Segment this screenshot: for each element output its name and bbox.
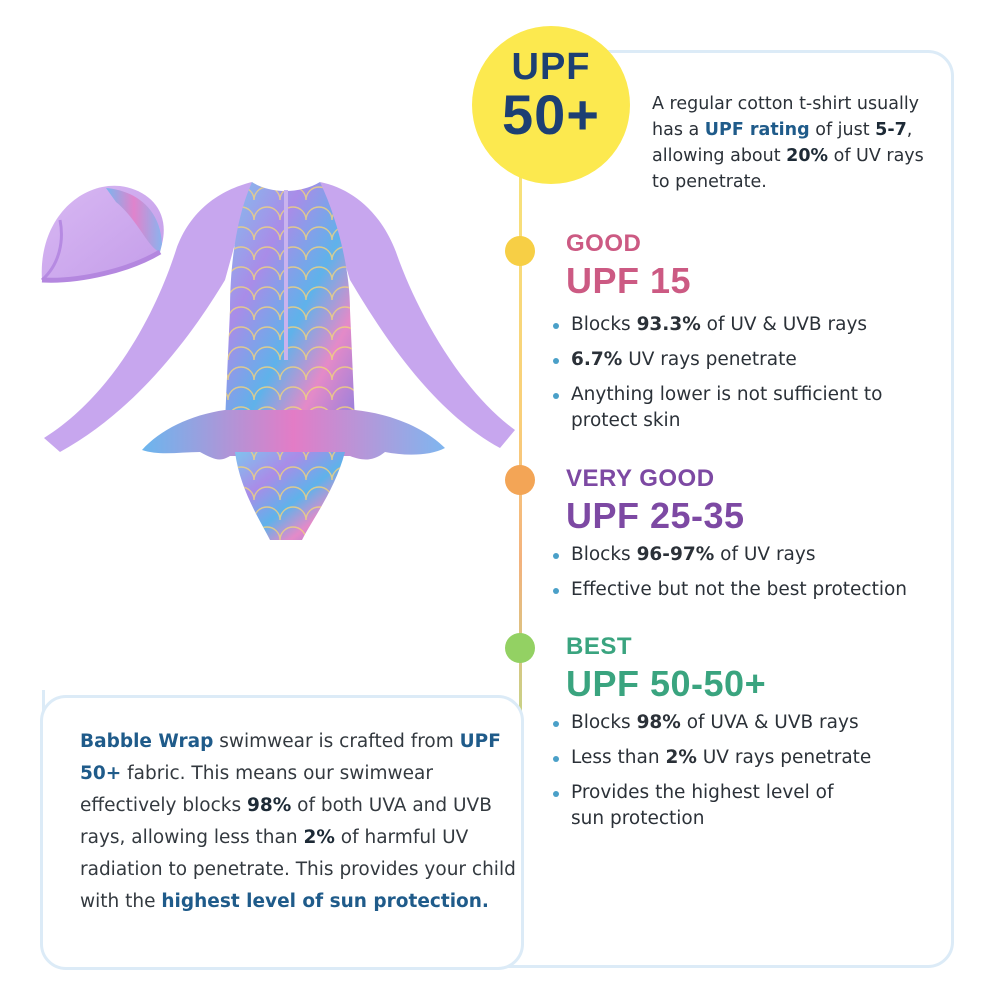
best-bullets (553, 710, 963, 841)
info-highlight: highest level of sun protection. (161, 891, 489, 912)
bullet-text: Blocks (571, 544, 637, 565)
upf-badge (472, 26, 630, 184)
intro-highlight: 5-7 (875, 120, 907, 140)
info-part: swimwear is crafted from (213, 731, 460, 752)
bullet-text: of UV rays (714, 544, 816, 565)
bullet-text: Anything lower is not sufficient to protect skin (571, 384, 883, 431)
bullet-bold: 98% (636, 712, 681, 733)
list-item (553, 577, 963, 603)
level-label: GOOD (566, 230, 642, 257)
badge-line2: 50+ (502, 83, 600, 146)
list-item (553, 347, 963, 373)
bullet-bold: 96-97% (636, 544, 715, 565)
intro-part: of UV rays to penetrate. (652, 146, 924, 192)
level-label: BEST (566, 633, 633, 660)
info-highlight: 98% (246, 795, 292, 816)
bullet-text: UV rays penetrate (622, 349, 797, 370)
info-highlight: UPF 50+ (80, 731, 501, 784)
list-item (553, 780, 853, 832)
swimsuit-image (20, 160, 520, 580)
list-item (553, 542, 963, 568)
bullet-bold: 2% (665, 747, 697, 768)
level-upf: UPF 15 (566, 260, 692, 301)
info-part: of harmful UV radiation to penetrate. This provides your child with the (80, 827, 516, 912)
bullet-text: Blocks (571, 712, 637, 733)
very-good-dot (505, 465, 535, 495)
bullet-text: Less than (571, 747, 666, 768)
intro-part: , allowing about (652, 120, 913, 166)
info-text (80, 726, 520, 918)
swim-cap (42, 186, 164, 281)
bullet-text: UV rays penetrate (696, 747, 872, 768)
bullet-text: of UVA & UVB rays (680, 712, 859, 733)
list-item (553, 745, 963, 771)
bullet-bold: 93.3% (636, 314, 701, 335)
good-dot (505, 236, 535, 266)
level-label: VERY GOOD (566, 465, 715, 492)
bullet-text: Blocks (571, 314, 637, 335)
level-very-good (566, 465, 745, 537)
info-part: fabric. This means our swimwear effectively blocks (80, 763, 433, 816)
very-good-bullets (553, 542, 963, 612)
info-part: of both UVA and UVB rays, allowing less than (80, 795, 492, 848)
good-bullets (553, 312, 963, 443)
list-item (553, 312, 963, 338)
list-item (553, 710, 963, 736)
info-highlight: 2% (303, 827, 335, 848)
bullet-text: Provides the highest level of sun protection (571, 782, 834, 829)
intro-part: A regular cotton t-shirt usually has a (652, 94, 920, 140)
bullet-bold: 6.7% (571, 349, 623, 370)
badge-line1: UPF (511, 46, 591, 88)
intro-highlight: 20% (786, 146, 829, 166)
list-item (553, 382, 913, 434)
intro-text (652, 91, 932, 195)
intro-part: of just (809, 120, 876, 140)
bullet-text: Effective but not the best protection (571, 579, 908, 600)
level-good (566, 230, 691, 302)
brand-name: Babble Wrap (80, 731, 214, 752)
level-best (566, 633, 766, 705)
bullet-text: of UV & UVB rays (700, 314, 868, 335)
intro-highlight: UPF rating (704, 120, 810, 140)
best-dot (505, 633, 535, 663)
level-upf: UPF 25-35 (566, 495, 745, 536)
level-upf: UPF 50-50+ (566, 663, 767, 704)
